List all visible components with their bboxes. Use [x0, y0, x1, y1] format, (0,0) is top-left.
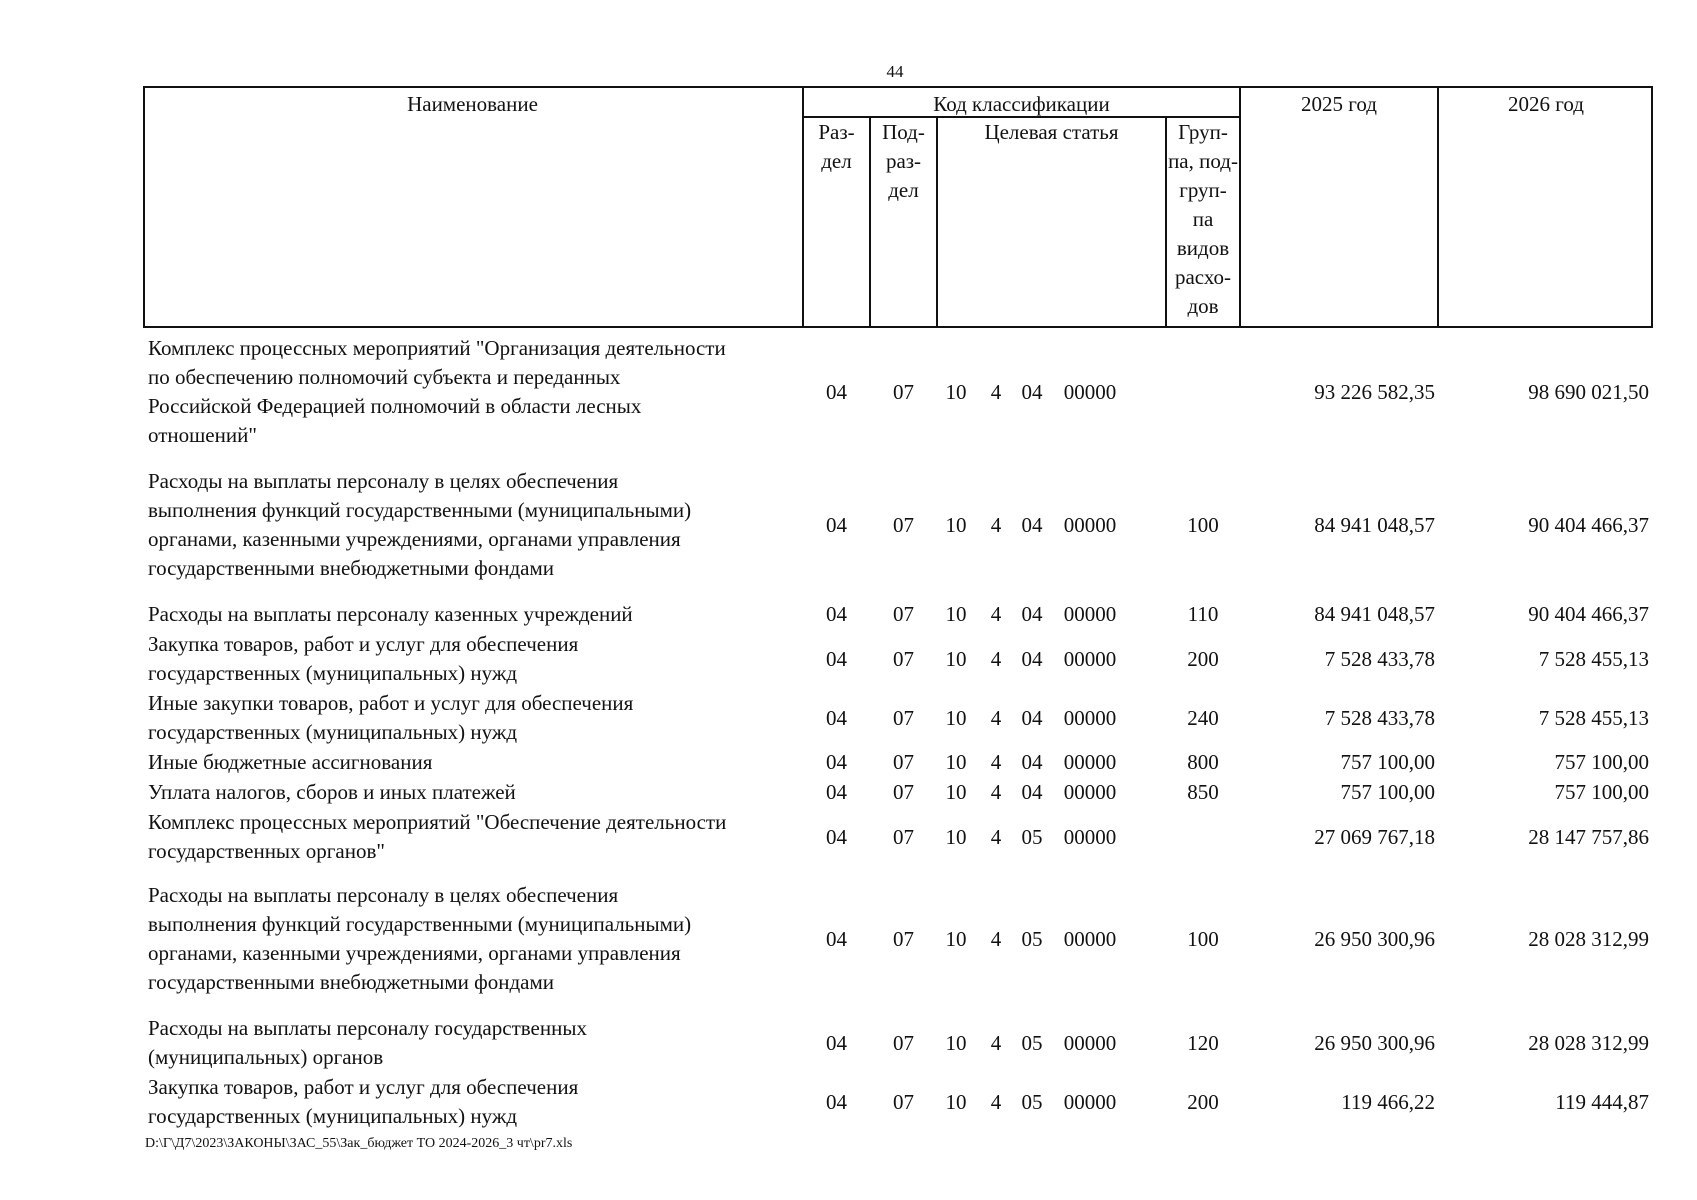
- col-expense-group: 850: [1187, 780, 1219, 804]
- table-row: [143, 1073, 1653, 1131]
- col-target-program: 10: [945, 1090, 967, 1114]
- col-target-type: 4: [990, 927, 1002, 951]
- header-group-line-3: груп-: [1179, 178, 1227, 202]
- col-target-item: 04: [1021, 513, 1043, 537]
- row-name-line: Комплекс процессных мероприятий "Обеспечение деятельности: [148, 810, 727, 834]
- table-row: [143, 630, 1653, 688]
- row-name: [148, 881, 808, 997]
- col-amount-2025: 7 528 433,78: [1324, 647, 1435, 671]
- col-amount-2025: 93 226 582,35: [1314, 380, 1435, 404]
- col-target-type: 4: [990, 647, 1002, 671]
- col-target-direction: 00000: [1063, 927, 1117, 951]
- col-target-item: 05: [1021, 825, 1043, 849]
- row-name-line: Расходы на выплаты персоналу в целях обеспечения: [148, 469, 619, 493]
- col-target-type: 4: [990, 602, 1002, 626]
- col-target-program: 10: [945, 780, 967, 804]
- row-name-line: выполнения функций государственными (муниципальными): [148, 912, 692, 936]
- col-target-program: 10: [945, 706, 967, 730]
- col-amount-2025: 757 100,00: [1340, 750, 1435, 774]
- col-target-program: 10: [945, 380, 967, 404]
- row-name-line: выполнения функций государственными (муниципальными): [148, 498, 692, 522]
- row-name-line: Уплата налогов, сборов и иных платежей: [148, 780, 516, 804]
- header-group-line-5: видов: [1176, 236, 1230, 260]
- table-row: [143, 689, 1653, 747]
- col-target-type: 4: [990, 780, 1002, 804]
- col-target-item: 04: [1021, 647, 1043, 671]
- header-group-line-2: па, под-: [1168, 149, 1238, 173]
- header-subsection: [869, 118, 938, 205]
- col-target-direction: 00000: [1063, 647, 1117, 671]
- col-amount-2025: 26 950 300,96: [1314, 1031, 1435, 1055]
- header-section: [802, 118, 871, 176]
- table-row: [143, 778, 1653, 807]
- row-name-line: государственных органов": [148, 839, 385, 863]
- col-section: 04: [826, 647, 847, 671]
- row-name: [148, 1073, 808, 1131]
- col-expense-group: 200: [1187, 1090, 1219, 1114]
- table-row: [143, 467, 1653, 583]
- row-name: [148, 600, 808, 629]
- col-section: 04: [826, 1031, 847, 1055]
- row-name: [148, 808, 808, 866]
- col-target-type: 4: [990, 825, 1002, 849]
- col-subsection: 07: [893, 825, 914, 849]
- col-section: 04: [826, 602, 847, 626]
- table-row: [143, 1014, 1653, 1072]
- col-expense-group: 800: [1187, 750, 1219, 774]
- row-name-line: государственными внебюджетными фондами: [148, 970, 555, 994]
- page-number: 44: [886, 62, 904, 81]
- row-name-line: государственных (муниципальных) нужд: [148, 720, 518, 744]
- row-name-line: органами, казенными учреждениями, органами управления: [148, 941, 681, 965]
- header-section-line-2: дел: [821, 149, 852, 173]
- row-name-line: Расходы на выплаты персоналу казенных учреждений: [148, 602, 633, 626]
- file-path-footer: D:\Г\Д7\2023\ЗАКОНЫ\ЗАС_55\Зак_бюджет ТО 2024-2026_3 чт\pr7.xls: [145, 1136, 573, 1151]
- header-year-2025: 2025 год: [1301, 92, 1377, 116]
- col-target-item: 05: [1021, 1090, 1043, 1114]
- col-target-direction: 00000: [1063, 380, 1117, 404]
- row-name: [148, 467, 808, 583]
- row-name-line: Закупка товаров, работ и услуг для обеспечения: [148, 632, 579, 656]
- col-target-program: 10: [945, 927, 967, 951]
- col-subsection: 07: [893, 706, 914, 730]
- row-name-line: Иные закупки товаров, работ и услуг для обеспечения: [148, 691, 634, 715]
- row-name: [148, 748, 808, 777]
- col-amount-2026: 90 404 466,37: [1528, 513, 1649, 537]
- col-amount-2026: 28 028 312,99: [1528, 1031, 1649, 1055]
- row-name: [148, 689, 808, 747]
- col-section: 04: [826, 825, 847, 849]
- col-target-direction: 00000: [1063, 1031, 1117, 1055]
- header-year-2026: 2026 год: [1508, 92, 1584, 116]
- header-code-group: Код классификации: [933, 92, 1110, 116]
- col-subsection: 07: [893, 602, 914, 626]
- col-target-item: 04: [1021, 602, 1043, 626]
- col-target-program: 10: [945, 513, 967, 537]
- col-target-program: 10: [945, 1031, 967, 1055]
- col-expense-group: 120: [1187, 1031, 1219, 1055]
- row-name-line: Российской Федерацией полномочий в области лесных: [148, 394, 642, 418]
- col-target-item: 04: [1021, 750, 1043, 774]
- row-name-line: государственных (муниципальных) нужд: [148, 1104, 518, 1128]
- col-subsection: 07: [893, 927, 914, 951]
- row-name-line: государственными внебюджетными фондами: [148, 556, 555, 580]
- row-name: [148, 778, 808, 807]
- row-name: [148, 630, 808, 688]
- col-target-item: 04: [1021, 380, 1043, 404]
- col-target-program: 10: [945, 825, 967, 849]
- row-name: [148, 334, 808, 450]
- col-amount-2025: 27 069 767,18: [1314, 825, 1435, 849]
- col-subsection: 07: [893, 1031, 914, 1055]
- col-target-program: 10: [945, 750, 967, 774]
- col-amount-2026: 7 528 455,13: [1538, 647, 1649, 671]
- col-target-item: 05: [1021, 927, 1043, 951]
- table-row: [143, 600, 1653, 629]
- col-section: 04: [826, 1090, 847, 1114]
- col-target-type: 4: [990, 513, 1002, 537]
- col-subsection: 07: [893, 513, 914, 537]
- col-target-direction: 00000: [1063, 750, 1117, 774]
- col-expense-group: 200: [1187, 647, 1219, 671]
- row-name-line: (муниципальных) органов: [148, 1045, 384, 1069]
- col-target-direction: 00000: [1063, 602, 1117, 626]
- col-target-direction: 00000: [1063, 780, 1117, 804]
- col-expense-group: 110: [1187, 602, 1219, 626]
- col-target-direction: 00000: [1063, 706, 1117, 730]
- col-amount-2026: 28 028 312,99: [1528, 927, 1649, 951]
- header-subsection-line-1: Под-: [882, 120, 925, 144]
- col-amount-2025: 119 466,22: [1341, 1090, 1435, 1114]
- row-name-line: Расходы на выплаты персоналу в целях обеспечения: [148, 883, 619, 907]
- col-target-program: 10: [945, 602, 967, 626]
- header-group-line-7: дов: [1187, 294, 1219, 318]
- row-name-line: Расходы на выплаты персоналу государственных: [148, 1016, 587, 1040]
- col-target-item: 04: [1021, 706, 1043, 730]
- col-amount-2026: 757 100,00: [1554, 750, 1649, 774]
- col-target-direction: 00000: [1063, 513, 1117, 537]
- row-name-line: Комплекс процессных мероприятий "Организация деятельности: [148, 336, 726, 360]
- col-subsection: 07: [893, 780, 914, 804]
- header-subsection-line-2: раз-: [885, 149, 922, 173]
- col-amount-2025: 757 100,00: [1340, 780, 1435, 804]
- col-target-program: 10: [945, 647, 967, 671]
- col-amount-2025: 26 950 300,96: [1314, 927, 1435, 951]
- col-amount-2025: 84 941 048,57: [1314, 602, 1435, 626]
- col-amount-2026: 7 528 455,13: [1538, 706, 1649, 730]
- header-target-col: [936, 116, 1167, 328]
- header-subsection-line-3: дел: [888, 178, 919, 202]
- col-expense-group: 100: [1187, 927, 1219, 951]
- header-year1-col: [1239, 86, 1439, 328]
- col-section: 04: [826, 750, 847, 774]
- table-row: [143, 808, 1653, 866]
- table-row: [143, 748, 1653, 777]
- col-amount-2026: 757 100,00: [1554, 780, 1649, 804]
- row-name-line: по обеспечению полномочий субъекта и переданных: [148, 365, 621, 389]
- col-subsection: 07: [893, 750, 914, 774]
- row-name-line: Закупка товаров, работ и услуг для обеспечения: [148, 1075, 579, 1099]
- col-amount-2026: 119 444,87: [1555, 1090, 1649, 1114]
- col-target-type: 4: [990, 750, 1002, 774]
- table-row: [143, 334, 1653, 450]
- header-group: [1165, 118, 1241, 321]
- col-amount-2026: 28 147 757,86: [1528, 825, 1649, 849]
- col-amount-2025: 84 941 048,57: [1314, 513, 1435, 537]
- col-section: 04: [826, 706, 847, 730]
- table-header: [143, 86, 1653, 328]
- col-target-type: 4: [990, 1090, 1002, 1114]
- col-expense-group: 100: [1187, 513, 1219, 537]
- col-amount-2026: 98 690 021,50: [1528, 380, 1649, 404]
- header-target: Целевая статья: [984, 120, 1119, 144]
- col-target-type: 4: [990, 706, 1002, 730]
- col-expense-group: 240: [1187, 706, 1219, 730]
- header-section-line-1: Раз-: [818, 120, 855, 144]
- col-target-item: 05: [1021, 1031, 1043, 1055]
- col-section: 04: [826, 380, 847, 404]
- header-group-line-6: расхо-: [1174, 265, 1232, 289]
- row-name-line: Иные бюджетные ассигнования: [148, 750, 433, 774]
- row-name-line: отношений": [148, 423, 257, 447]
- col-amount-2026: 90 404 466,37: [1528, 602, 1649, 626]
- row-name-line: органами, казенными учреждениями, органами управления: [148, 527, 681, 551]
- col-target-direction: 00000: [1063, 825, 1117, 849]
- col-section: 04: [826, 780, 847, 804]
- row-name: [148, 1014, 808, 1072]
- row-name-line: государственных (муниципальных) нужд: [148, 661, 518, 685]
- header-name: Наименование: [407, 92, 538, 116]
- col-target-item: 04: [1021, 780, 1043, 804]
- col-amount-2025: 7 528 433,78: [1324, 706, 1435, 730]
- col-subsection: 07: [893, 1090, 914, 1114]
- col-subsection: 07: [893, 647, 914, 671]
- header-group-line-4: па: [1192, 207, 1214, 231]
- col-section: 04: [826, 927, 847, 951]
- col-target-type: 4: [990, 1031, 1002, 1055]
- table-row: [143, 881, 1653, 997]
- header-group-line-1: Груп-: [1178, 120, 1228, 144]
- col-section: 04: [826, 513, 847, 537]
- col-subsection: 07: [893, 380, 914, 404]
- col-target-direction: 00000: [1063, 1090, 1117, 1114]
- col-target-type: 4: [990, 380, 1002, 404]
